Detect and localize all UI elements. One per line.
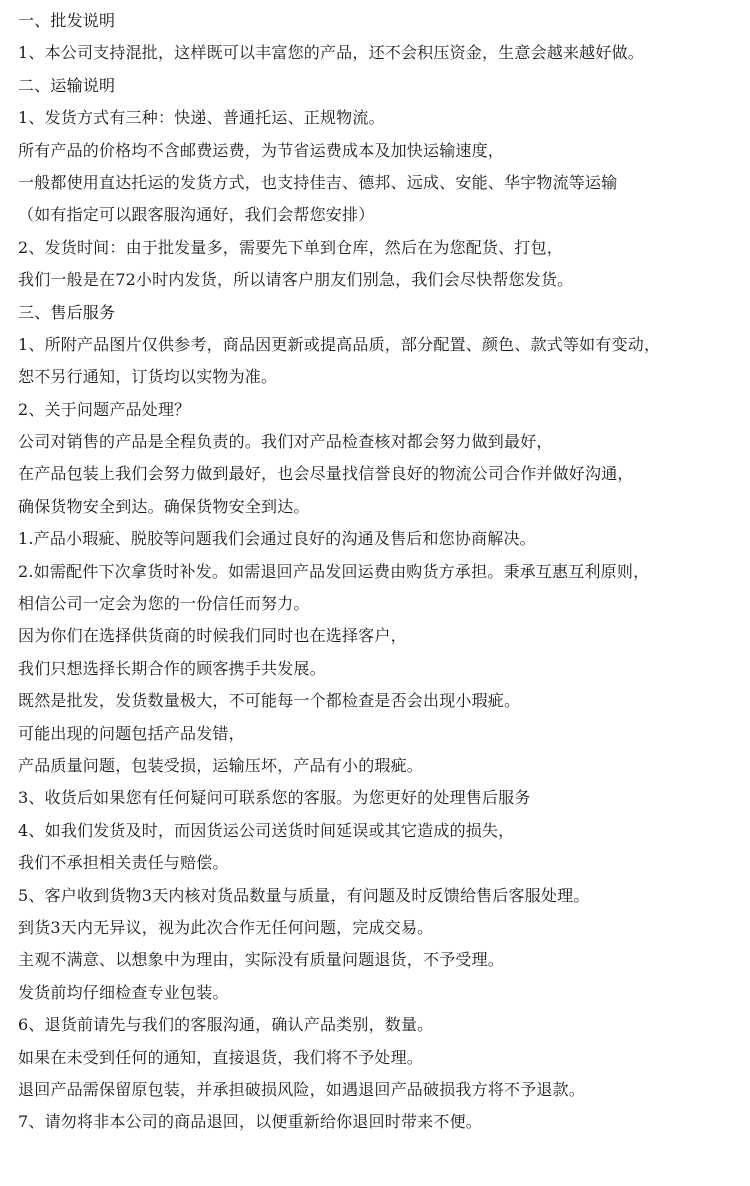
paragraph-line: 可能出现的问题包括产品发错，: [18, 723, 245, 743]
paragraph-line: 因为你们在选择供货商的时候我们同时也在选择客户，: [18, 626, 407, 646]
paragraph-line: 如果在未受到任何的通知，直接退货，我们将不予处理。: [18, 1047, 424, 1067]
paragraph-line: 4、如我们发货及时，而因货运公司送货时间延误或其它造成的损失，: [18, 820, 515, 840]
paragraph-line: 1.产品小瑕疵、脱胶等问题我们会通过良好的沟通及售后和您协商解决。: [18, 529, 536, 549]
paragraph-line: 发货前均仔细检查专业包装。: [18, 982, 229, 1002]
paragraph-line: 到货3天内无异议，视为此次合作无任何问题，完成交易。: [18, 917, 434, 937]
paragraph-line: 1、发货方式有三种：快递、普通托运、正规物流。: [18, 108, 385, 128]
paragraph-line: 在产品包装上我们会努力做到最好，也会尽量找信誉良好的物流公司合作并做好沟通，: [18, 464, 634, 484]
paragraph-line: 确保货物安全到达。确保货物安全到达。: [18, 496, 310, 516]
paragraph-line: 产品质量问题，包装受损，运输压坏，产品有小的瑕疵。: [18, 755, 424, 775]
paragraph-line: 我们一般是在72小时内发货，所以请客户朋友们别急，我们会尽快帮您发货。: [18, 270, 574, 290]
section-heading-after-sales: 三、售后服务: [18, 302, 116, 322]
section-heading-shipping: 二、运输说明: [18, 75, 116, 95]
paragraph-line: （如有指定可以跟客服沟通好，我们会帮您安排）: [18, 205, 375, 225]
paragraph-line: 退回产品需保留原包装，并承担破损风险，如遇退回产品破损我方将不予退款。: [18, 1079, 586, 1099]
paragraph-line: 相信公司一定会为您的一份信任而努力。: [18, 594, 310, 614]
paragraph-line: 2、发货时间：由于批发量多，需要先下单到仓库，然后在为您配货、打包，: [18, 237, 563, 257]
paragraph-line: 一般都使用直达托运的发货方式，也支持佳吉、德邦、远成、安能、华宇物流等运输: [18, 172, 618, 192]
paragraph-line: 1、本公司支持混批，这样既可以丰富您的产品，还不会积压资金，生意会越来越好做。: [18, 43, 644, 63]
paragraph-line: 7、请勿将非本公司的商品退回，以便重新给你退回时带来不便。: [18, 1112, 482, 1132]
paragraph-line: 主观不满意、以想象中为理由，实际没有质量问题退货，不予受理。: [18, 950, 505, 970]
paragraph-line: 既然是批发，发货数量极大，不可能每一个都检查是否会出现小瑕疵。: [18, 691, 521, 711]
paragraph-line: 我们不承担相关责任与赔偿。: [18, 853, 229, 873]
policy-document: [18, 5, 746, 1139]
section-heading-wholesale: 一、批发说明: [18, 11, 116, 30]
paragraph-line: 3、收货后如果您有任何疑问可联系您的客服。为您更好的处理售后服务: [18, 788, 531, 808]
paragraph-line: 6、退货前请先与我们的客服沟通，确认产品类别，数量。: [18, 1015, 434, 1035]
paragraph-line: 恕不另行通知，订货均以实物为准。: [18, 367, 278, 387]
paragraph-line: 1、所附产品图片仅供参考，商品因更新或提高品质，部分配置、颜色、款式等如有变动，: [18, 334, 661, 354]
paragraph-line: 2.如需配件下次拿货时补发。如需退回产品发回运费由购货方承担。秉承互惠互利原则，: [18, 561, 650, 581]
paragraph-line: 2、关于问题产品处理？: [18, 399, 191, 419]
paragraph-line: 5、客户收到货物3天内核对货品数量与质量，有问题及时反馈给售后客服处理。: [18, 885, 590, 905]
paragraph-line: 所有产品的价格均不含邮费运费，为节省运费成本及加快运输速度，: [18, 140, 505, 160]
paragraph-line: 公司对销售的产品是全程负责的。我们对产品检查核对都会努力做到最好，: [18, 432, 553, 452]
paragraph-line: 我们只想选择长期合作的顾客携手共发展。: [18, 658, 326, 678]
